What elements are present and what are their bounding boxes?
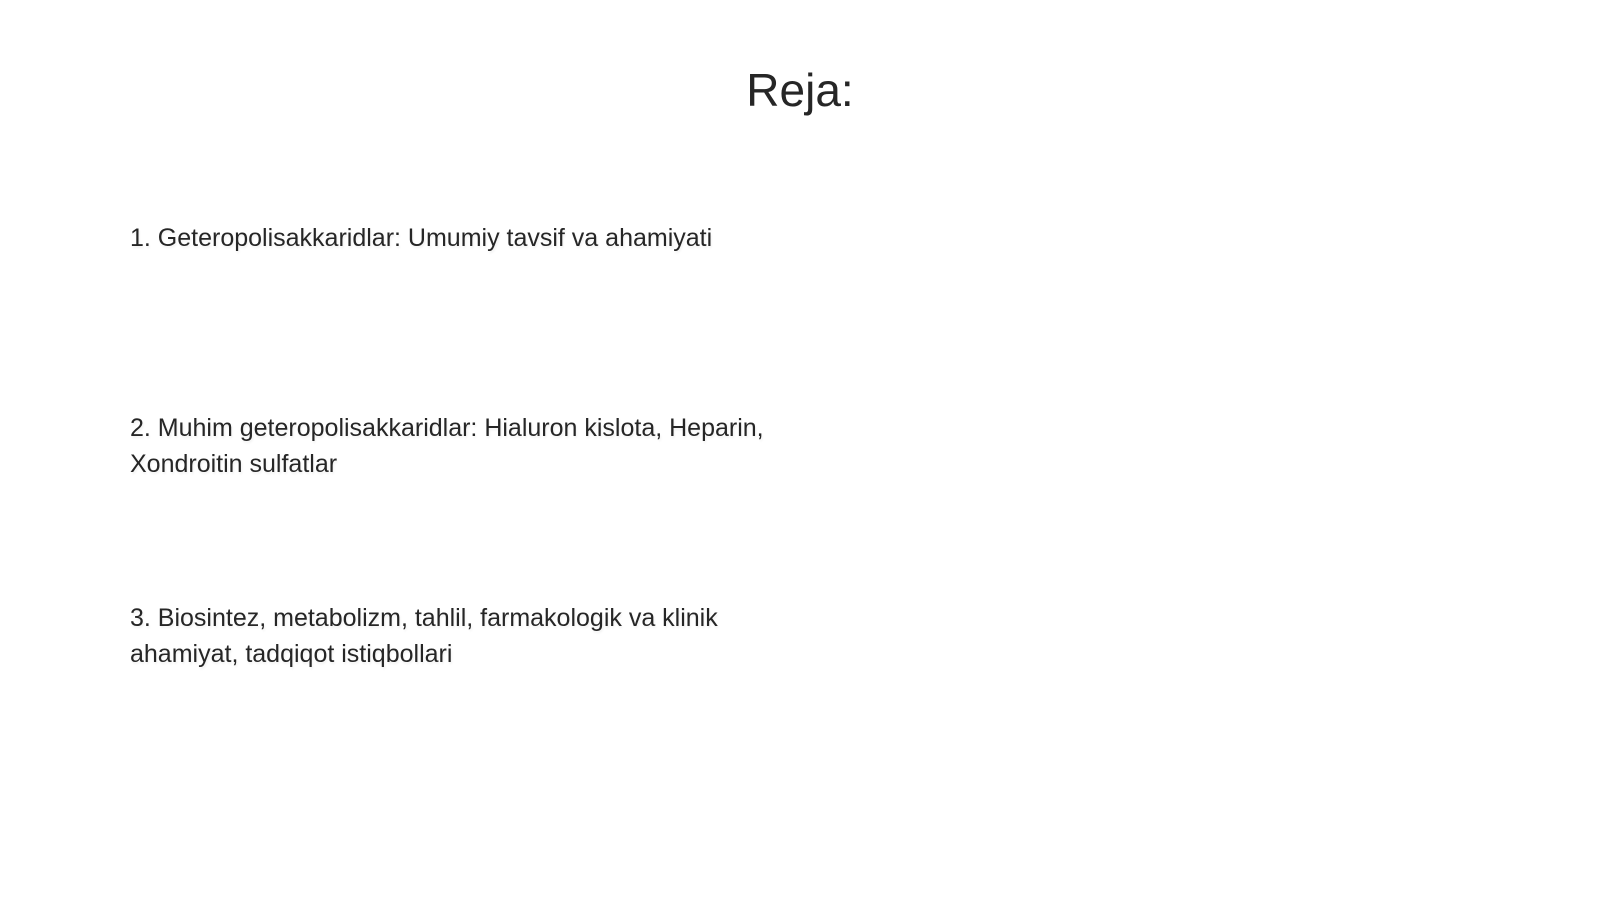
plan-item-1: 1. Geteropolisakkaridlar: Umumiy tavsif va ahamiyati: [130, 224, 713, 252]
plan-item-2: 2. Muhim geteropolisakkaridlar: Hialuron kislota, Heparin, Xondroitin sulfatlar: [130, 414, 764, 478]
plan-item-3: 3. Biosintez, metabolizm, tahlil, farmakologik va klinik ahamiyat, tadqiqot istiqbollari: [130, 604, 718, 668]
slide-title: Reja:: [746, 64, 854, 116]
